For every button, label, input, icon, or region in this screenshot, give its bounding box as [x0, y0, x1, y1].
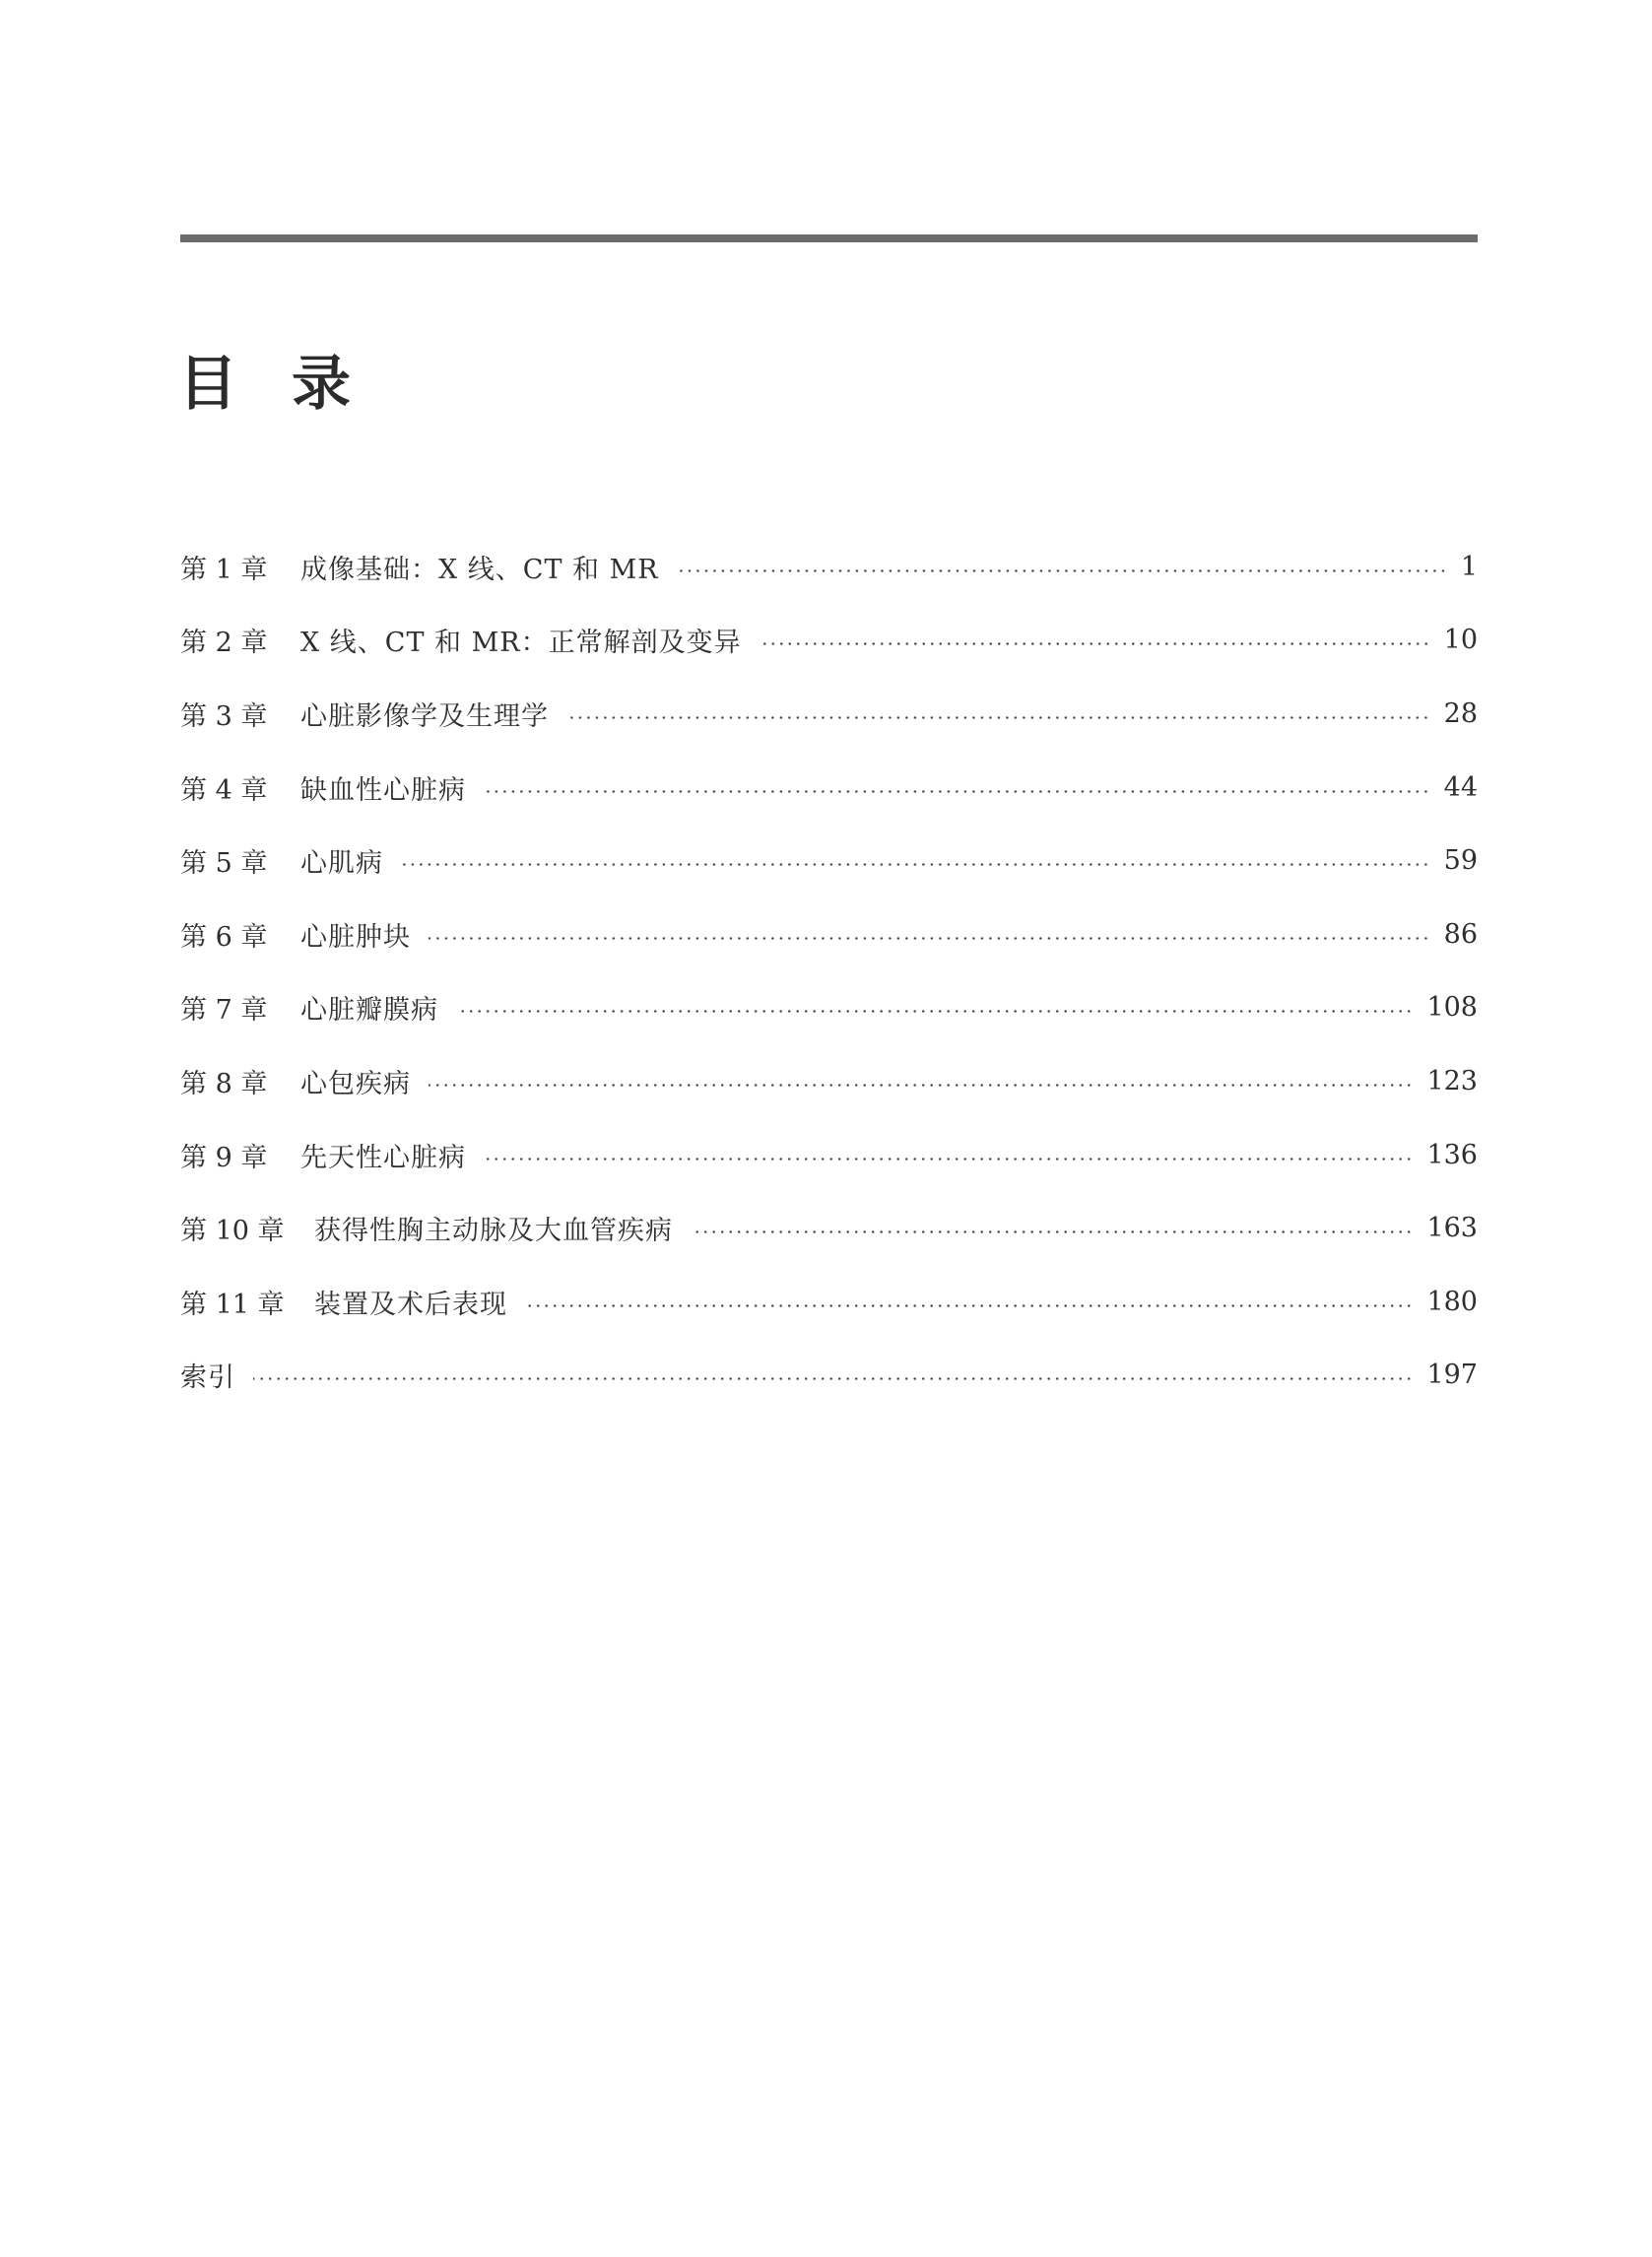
dot-leader: [691, 1230, 1413, 1233]
page-number: 108: [1426, 992, 1478, 1024]
dot-leader: [429, 1084, 1413, 1087]
page-title-char-2: 录: [292, 350, 351, 419]
toc-entry-index[interactable]: [180, 1339, 1478, 1413]
page-number: 28: [1443, 697, 1478, 729]
chapter-number: 第 2 章: [180, 628, 268, 659]
toc-entry-chapter-1[interactable]: [180, 530, 1478, 604]
chapter-title: 心脏影像学及生理学: [300, 700, 549, 732]
chapter-title: 装置及术后表现: [314, 1289, 507, 1320]
page-number: 86: [1443, 918, 1478, 950]
dot-leader: [484, 790, 1430, 793]
dot-leader: [677, 569, 1447, 572]
dot-leader: [401, 863, 1430, 866]
page-number: 180: [1426, 1286, 1478, 1317]
dot-leader: [456, 1010, 1413, 1013]
chapter-number: 第 9 章: [180, 1142, 268, 1173]
dot-leader: [566, 716, 1430, 719]
page-title: [178, 345, 351, 424]
chapter-number: 第 6 章: [180, 921, 268, 953]
chapter-number: 第 11 章: [180, 1289, 285, 1320]
toc-entry-chapter-7[interactable]: [180, 971, 1478, 1045]
chapter-number: 第 7 章: [180, 995, 268, 1027]
chapter-number: 第 1 章: [180, 554, 268, 585]
page-number: 163: [1426, 1213, 1478, 1244]
chapter-title: 先天性心脏病: [300, 1142, 466, 1173]
toc-entry-chapter-3[interactable]: [180, 677, 1478, 751]
toc-entry-chapter-6[interactable]: [180, 897, 1478, 971]
page-number: 1: [1460, 551, 1478, 582]
chapter-title: 心包疾病: [300, 1068, 411, 1099]
chapter-title: 心脏肿块: [300, 921, 411, 953]
chapter-number: 第 5 章: [180, 848, 268, 880]
chapter-title: 心脏瓣膜病: [300, 995, 438, 1027]
page-title-char-1: 目: [178, 350, 237, 419]
page-number: 44: [1443, 771, 1478, 803]
page-number: 197: [1426, 1360, 1478, 1391]
index-title: 索引: [180, 1362, 235, 1394]
dot-leader: [484, 1158, 1413, 1161]
dot-leader: [429, 937, 1430, 940]
dot-leader: [760, 642, 1430, 645]
page-number: 123: [1426, 1065, 1478, 1096]
chapter-title: X 线、CT 和 MR：正常解剖及变异: [300, 628, 742, 659]
page-number: 10: [1443, 625, 1478, 656]
toc-entry-chapter-10[interactable]: [180, 1191, 1478, 1265]
chapter-number: 第 8 章: [180, 1068, 268, 1099]
chapter-title: 成像基础：X 线、CT 和 MR: [300, 554, 659, 585]
toc-entry-chapter-2[interactable]: [180, 604, 1478, 678]
table-of-contents: [180, 530, 1478, 1412]
toc-entry-chapter-4[interactable]: [180, 751, 1478, 825]
chapter-title: 心肌病: [300, 848, 383, 880]
top-rule: [180, 234, 1478, 242]
chapter-number: 第 4 章: [180, 774, 268, 806]
toc-entry-chapter-8[interactable]: [180, 1044, 1478, 1118]
chapter-number: 第 3 章: [180, 700, 268, 732]
chapter-title: 缺血性心脏病: [300, 774, 466, 806]
chapter-title: 获得性胸主动脉及大血管疾病: [314, 1216, 673, 1247]
dot-leader: [525, 1304, 1413, 1307]
page-number: 59: [1443, 845, 1478, 877]
chapter-number: 第 10 章: [180, 1216, 285, 1247]
dot-leader: [253, 1377, 1413, 1380]
page-number: 136: [1426, 1139, 1478, 1170]
toc-entry-chapter-5[interactable]: [180, 824, 1478, 897]
toc-entry-chapter-9[interactable]: [180, 1118, 1478, 1192]
toc-entry-chapter-11[interactable]: [180, 1265, 1478, 1339]
